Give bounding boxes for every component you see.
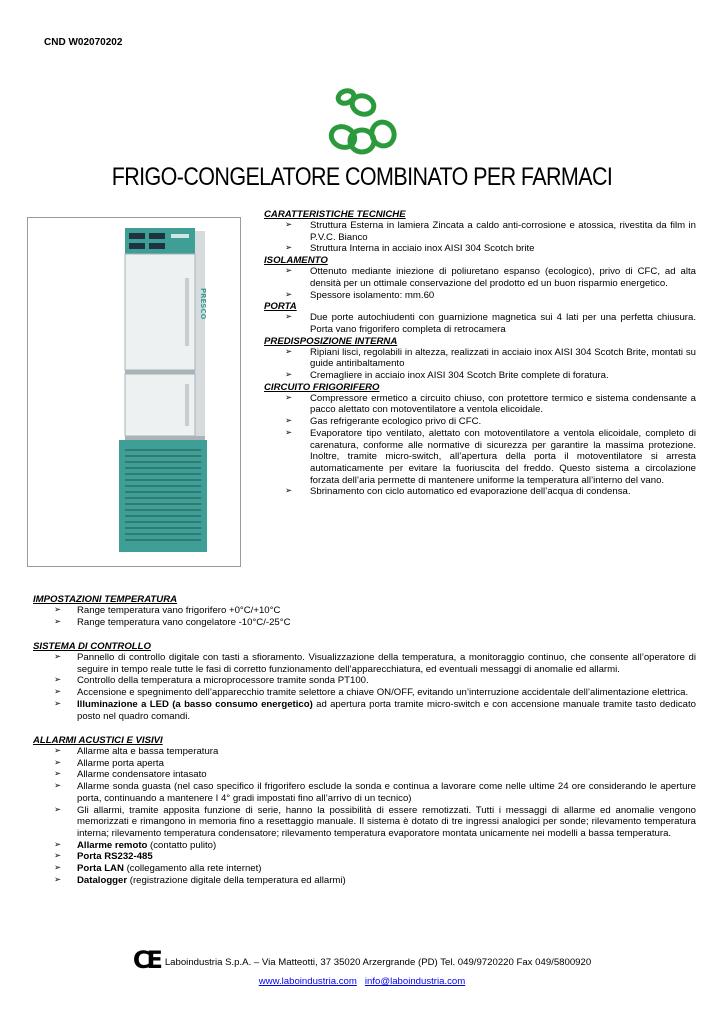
section-heading: SISTEMA DI CONTROLLO — [33, 641, 151, 652]
spec-section — [264, 301, 696, 335]
spec-list — [264, 266, 696, 301]
spec-section — [264, 255, 696, 301]
list-item: ➢ Allarme condensatore intasato — [33, 769, 696, 781]
product-photo — [27, 217, 241, 567]
list-item: ➢ Pannello di controllo digitale con tasti a sfioramento. Visualizzazione della temperatura, a monitoraggio continuo, che consente all’operatore di seguire in tempo reale tutte le fasi di corretto funzionamento dell’apparecchiatura, ed eventuali messaggi di anomalie ed allarmi. — [33, 652, 696, 675]
section-heading: IMPOSTAZIONI TEMPERATURA — [33, 594, 178, 605]
list-item: ➢ Evaporatore tipo ventilato, alettato con motoventilatore a ventola elicoidale, completo di carenatura, conforme alle normative di sicurezza per garantire la massima protezione. Inoltre, tramite micro-switch, all’apertura della porta il motoventilatore si arresta automaticamente per evitare la fuoriuscita del freddo. Questo sistema a circolazione forzata dell’aria permette di mantenere uniforme la temperatura all’interno del vano. — [264, 428, 696, 487]
list-item: ➢ Struttura Esterna in lamiera Zincata a caldo anti-corrosione e atossica, rivestita da film in P.V.C. Bianco — [264, 220, 696, 243]
control-list — [33, 652, 696, 722]
list-item-text: (contatto pulito) — [147, 839, 217, 851]
alarms-section — [33, 735, 696, 886]
spec-list — [264, 347, 696, 382]
section-heading: CIRCUITO FRIGORIFERO — [264, 381, 380, 393]
list-item-bold: Porta RS232-485 — [77, 851, 153, 863]
temperature-section — [33, 594, 696, 628]
list-item: ➢ Accensione e spegnimento dell’apparecchio tramite selettore a chiave ON/OFF, evitando un’interruzione accidentale dell’alimentazione elettrica. — [33, 687, 696, 699]
control-section — [33, 641, 696, 722]
alarms-list — [33, 746, 696, 886]
list-item: ➢ Range temperatura vano frigorifero +0°C/+10°C — [33, 605, 696, 617]
list-item-text: ad apertura porta tramite micro-switch e con accensione manuale tramite tasto dedicato posto nel quadro comandi. — [77, 698, 696, 722]
list-item-bold: Datalogger — [77, 874, 128, 886]
spec-list — [264, 312, 696, 335]
list-item: ➢ Controllo della temperatura a microprocessore tramite sonda PT100. — [33, 675, 696, 687]
list-item-text: (registrazione digitale della temperatura ed allarmi) — [127, 874, 346, 886]
section-heading: ALLARMI ACUSTICI E VISIVI — [33, 735, 163, 746]
page-title: FRIGO-CONGELATORE COMBINATO PER FARMACI — [111, 163, 613, 191]
list-item: ➢ Allarme porta aperta — [33, 758, 696, 770]
list-item: ➢ Allarme sonda guasta (nel caso specifico il frigorifero esclude la sonda e continua a lavorare come nelle ultime 24 ore considerando le aperture porta, continuando a mantenere I 4° gradi impostati fino all’arrivo di un tecnico) — [33, 781, 696, 804]
section-heading: PREDISPOSIZIONE INTERNA — [264, 335, 398, 347]
list-item: ➢ Spessore isolamento: mm.60 — [264, 290, 696, 302]
list-item-text: (collegamento alla rete internet) — [123, 863, 262, 875]
list-item — [33, 851, 696, 863]
list-item: ➢ Cremagliere in acciaio inox AISI 304 Scotch Brite complete di foratura. — [264, 370, 696, 382]
list-item: ➢ Compressore ermetico a circuito chiuso, con protettore termico e sistema condensante a pacco alettato con motoventilatore a ventola elicoidale. — [264, 393, 696, 416]
list-item-bold: Illuminazione a LED (a basso consumo energetico) — [77, 698, 313, 710]
list-item — [33, 875, 696, 887]
list-item: ➢ Sbrinamento con ciclo automatico ed evaporazione dell’acqua di condensa. — [264, 486, 696, 498]
footer — [0, 946, 724, 987]
spec-section — [264, 382, 696, 498]
list-item — [33, 699, 696, 722]
document-code: CND W02070202 — [44, 37, 123, 48]
list-item-bold: Allarme remoto — [77, 839, 148, 851]
company-address: Laboindustria S.p.A. – Via Matteotti, 37 35020 Arzergrande (PD) Tel. 049/9720220 Fax 049/5800920 — [164, 957, 592, 968]
temperature-list — [33, 605, 696, 628]
section-heading: ISOLAMENTO — [264, 255, 328, 267]
section-heading: PORTA — [264, 301, 297, 313]
list-item: ➢ Range temperatura vano congelatore -10°C/-25°C — [33, 617, 696, 629]
spec-section — [264, 336, 696, 382]
list-item-bold: Porta LAN — [77, 863, 124, 875]
list-item — [33, 863, 696, 875]
spec-column — [264, 209, 696, 498]
website-link[interactable]: www.laboindustria.com — [258, 976, 357, 987]
spec-list — [264, 220, 696, 255]
spec-list — [264, 393, 696, 498]
list-item: ➢ Gas refrigerante ecologico privo di CFC. — [264, 416, 696, 428]
ce-mark-icon: CE — [132, 946, 159, 974]
list-item: ➢ Ottenuto mediante iniezione di poliuretano espanso (ecologico), privo di CFC, ad alta densità per un ottimale conservazione del prodotto ed un buon risparmio energetico. — [264, 266, 696, 289]
list-item: ➢ Ripiani lisci, regolabili in altezza, realizzati in acciaio inox AISI 304 Scotch Brite, montati su guide antiribaltamento — [264, 347, 696, 370]
svg-text:PRESCO: PRESCO — [199, 288, 207, 320]
spec-section — [264, 209, 696, 255]
list-item — [33, 840, 696, 852]
list-item: ➢ Gli allarmi, tramite apposita funzione di serie, hanno la possibilità di essere remotizzati. Tutti i messaggi di allarme ed anomalie vengono memorizzati e rimangono in memoria fino a resettaggio manuale. Il sistema è dotato di tre ingressi analogici per sonde; rilevamento temperatura interna; rilevamento temperatura condensatore; rilevamento temperatura evaporatore montata unicamente nei modelli a bassa temperatura. — [33, 805, 696, 840]
email-link[interactable]: info@laboindustria.com — [364, 976, 466, 987]
list-item: ➢ Due porte autochiudenti con guarnizione magnetica sui 4 lati per una perfetta chiusura. Porta vano frigorifero completa di retrocamera — [264, 312, 696, 335]
section-heading: CARATTERISTICHE TECNICHE — [264, 209, 406, 220]
company-logo-icon — [326, 88, 402, 156]
list-item: ➢ Struttura Interna in acciaio inox AISI 304 Scotch brite — [264, 243, 696, 255]
list-item: ➢ Allarme alta e bassa temperatura — [33, 746, 696, 758]
fridge-image — [119, 228, 207, 552]
